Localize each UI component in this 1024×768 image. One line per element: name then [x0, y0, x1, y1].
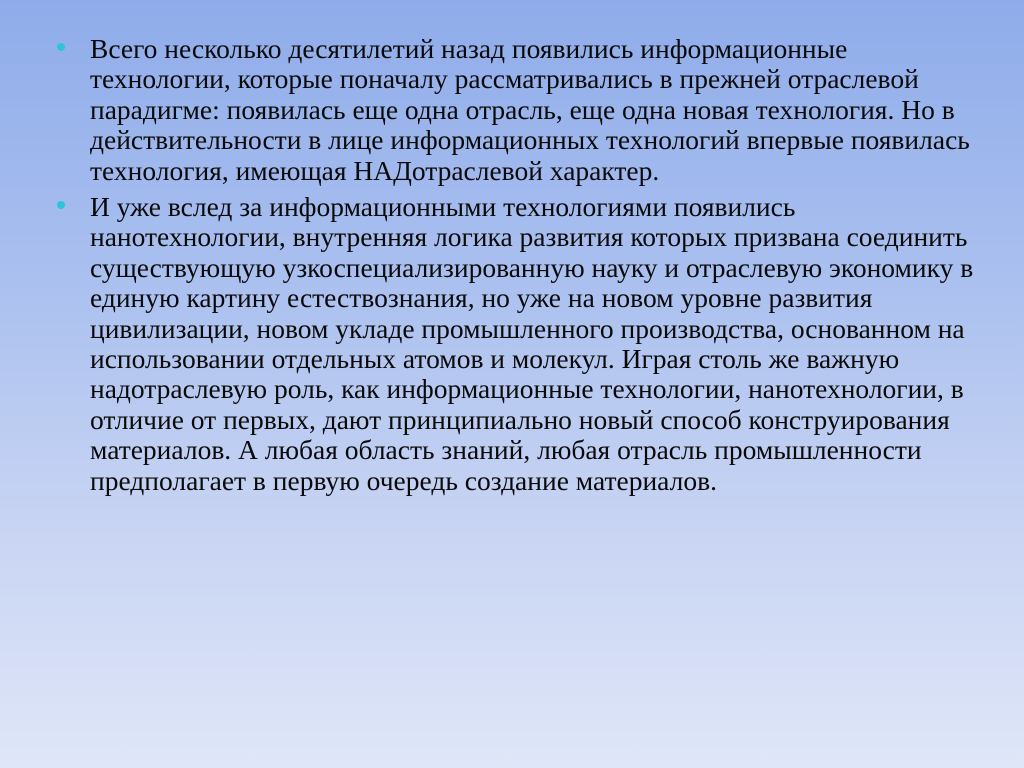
dot-bullet-icon: [57, 43, 65, 51]
bullet-item: [54, 192, 974, 496]
bullet-text: И уже вслед за информационными технологиями появились нанотехнологии, внутренняя логика развития которых призвана соединить существующую узкоспециализированную науку и отраслевую экономику в единую картину естествознания, но уже на новом уровне развития цивилизации, новом укладе промышленного производства, основанном на использовании отдельных атомов и молекул. Играя столь же важную надотраслевую роль, как информационные технологии, нанотехнологии, в отличие от первых, дают принципиально новый способ конструирования материалов. А любая область знаний, любая отрасль промышленности предполагает в первую очередь создание материалов.: [90, 191, 974, 496]
bullet-item: [54, 34, 974, 186]
dot-bullet-icon: [57, 201, 65, 209]
bullet-text: Всего несколько десятилетий назад появились информационные технологии, которые поначалу рассматривались в прежней отраслевой парадигме: появилась еще одна отрасль, еще одна новая технология. Но в действительности в лице информационных технологий впервые появилась технология, имеющая НАДотраслевой характер.: [90, 33, 970, 186]
bullet-list: [54, 34, 974, 502]
